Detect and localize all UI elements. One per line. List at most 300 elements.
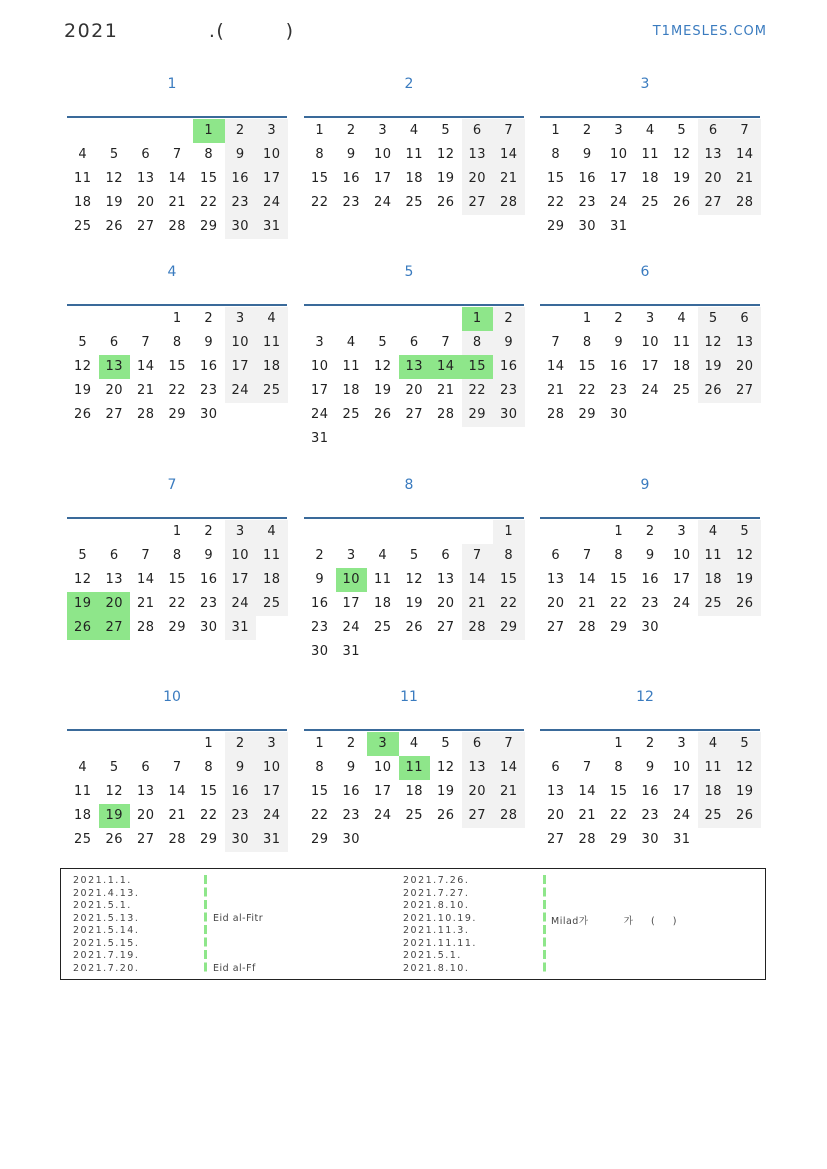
day-cell: 19: [698, 355, 730, 379]
day-cell: 2: [645, 736, 655, 751]
day-cell: 27: [436, 620, 455, 635]
day-cell: 23: [310, 620, 329, 635]
day-cell: 18: [73, 808, 92, 823]
day-cell: 30: [225, 215, 257, 239]
day-cell: 17: [225, 355, 257, 379]
day-cell: 17: [373, 171, 392, 186]
holiday-dates-right: [403, 875, 477, 975]
day-cell: 27: [729, 379, 761, 403]
holiday-marker-bar: [543, 875, 546, 973]
day-cell: 5: [109, 147, 119, 162]
day-cell: 7: [493, 732, 525, 756]
day-cell: 13: [546, 572, 565, 587]
day-cell: 20: [136, 808, 155, 823]
day-cell: 10: [609, 147, 628, 162]
day-cell: 21: [493, 167, 525, 191]
day-cell: 27: [546, 620, 565, 635]
day-cell: 28: [493, 191, 525, 215]
day-cell: 18: [672, 359, 691, 374]
day-cell: 2: [582, 123, 592, 138]
day-cell: 17: [256, 167, 288, 191]
day-cell: 11: [73, 784, 92, 799]
day-cell: 22: [546, 195, 565, 210]
day-cell: 9: [493, 331, 525, 355]
day-cell: 12: [729, 544, 761, 568]
day-cell: 21: [136, 383, 155, 398]
day-cell: 11: [672, 335, 691, 350]
day-cell: 29: [462, 403, 494, 427]
day-cell: 23: [199, 596, 218, 611]
day-cell: 30: [493, 403, 525, 427]
day-cell: 6: [462, 732, 494, 756]
day-cell: 24: [373, 195, 392, 210]
day-cell: 3: [614, 123, 624, 138]
day-cell: 8: [204, 760, 214, 775]
day-cell: 8: [462, 331, 494, 355]
day-cell: 14: [168, 784, 187, 799]
holiday-date: 2021.5.1.: [73, 900, 132, 911]
day-cell: 7: [582, 760, 592, 775]
day-cell: 3: [256, 732, 288, 756]
day-cell: 12: [436, 760, 455, 775]
day-cell: 31: [310, 431, 329, 446]
day-cell: 25: [256, 379, 288, 403]
day-cell: 24: [641, 383, 660, 398]
month-header-rule: [540, 517, 760, 519]
day-cell: 5: [78, 335, 88, 350]
day-cell: 17: [373, 784, 392, 799]
holiday-date: 2021.10.19.: [403, 912, 477, 924]
day-cell: 11: [373, 572, 392, 587]
day-cell: 17: [225, 568, 257, 592]
day-cell: 17: [672, 572, 691, 587]
day-cell: 20: [546, 596, 565, 611]
day-cell: 15: [168, 572, 187, 587]
day-cell: 7: [172, 760, 182, 775]
day-cell: 17: [672, 784, 691, 799]
day-cell: 6: [409, 335, 419, 350]
day-cell: 28: [136, 407, 155, 422]
day-cell: 28: [436, 407, 455, 422]
day-cell: 30: [310, 644, 329, 659]
day-cell: 29: [578, 407, 597, 422]
day-cell: 16: [199, 359, 218, 374]
day-cell: 24: [256, 191, 288, 215]
day-cell: 16: [199, 572, 218, 587]
day-cell: 14: [136, 359, 155, 374]
holiday-date: 2021.7.20.: [73, 962, 140, 974]
day-cell: 8: [493, 544, 525, 568]
day-cell: 1: [551, 123, 561, 138]
day-cell: 28: [578, 832, 597, 847]
day-cell: 30: [342, 832, 361, 847]
day-cell: 2: [204, 524, 214, 539]
day-cell: 20: [546, 808, 565, 823]
day-cell: 24: [310, 407, 329, 422]
day-cell: 19: [373, 383, 392, 398]
day-cell: 5: [409, 548, 419, 563]
holiday-marker-bar: [204, 875, 207, 973]
day-cell: 13: [698, 143, 730, 167]
day-cell: 16: [641, 572, 660, 587]
day-cell: 14: [578, 784, 597, 799]
day-cell: 8: [315, 147, 325, 162]
day-cell: 10: [672, 548, 691, 563]
day-cell-holiday: 14: [430, 355, 462, 379]
day-cell: 3: [677, 524, 687, 539]
day-cell: 3: [378, 123, 388, 138]
day-cell: 5: [441, 736, 451, 751]
day-cell: 13: [462, 756, 494, 780]
day-cell: 29: [199, 219, 218, 234]
day-cell: 16: [342, 171, 361, 186]
holiday-date: 2021.5.15.: [73, 937, 140, 949]
day-cell: 2: [225, 119, 257, 143]
day-cell: 1: [614, 736, 624, 751]
day-cell: 26: [373, 407, 392, 422]
month-header-rule: [67, 304, 287, 306]
day-cell: 31: [672, 832, 691, 847]
day-cell: 4: [409, 123, 419, 138]
day-cell: 11: [698, 544, 730, 568]
day-cell: 3: [315, 335, 325, 350]
day-cell: 30: [641, 832, 660, 847]
day-cell: 7: [141, 548, 151, 563]
day-cell: 17: [609, 171, 628, 186]
brand-link[interactable]: T1MESLES.COM: [652, 24, 767, 39]
month-title: 2: [404, 76, 414, 92]
day-cell-holiday: 1: [193, 119, 225, 143]
day-cell: 22: [199, 195, 218, 210]
day-cell: 21: [493, 780, 525, 804]
day-cell: 12: [698, 331, 730, 355]
day-cell: 4: [78, 760, 88, 775]
day-cell: 28: [462, 616, 494, 640]
day-cell-holiday: 3: [367, 732, 399, 756]
day-cell: 29: [310, 832, 329, 847]
day-cell: 16: [225, 780, 257, 804]
month-title: 8: [404, 477, 414, 493]
day-cell: 17: [310, 383, 329, 398]
holiday-date: 2021.8.10.: [403, 900, 470, 911]
day-cell: 26: [436, 808, 455, 823]
day-cell: 29: [609, 832, 628, 847]
day-cell: 24: [256, 804, 288, 828]
day-cell: 18: [256, 355, 288, 379]
day-cell: 21: [436, 383, 455, 398]
day-cell: 19: [105, 195, 124, 210]
day-cell: 17: [641, 359, 660, 374]
day-cell: 4: [256, 520, 288, 544]
day-cell: 9: [204, 548, 214, 563]
day-cell: 5: [441, 123, 451, 138]
day-cell: 21: [729, 167, 761, 191]
day-cell: 27: [136, 219, 155, 234]
day-cell: 3: [225, 307, 257, 331]
day-cell: 20: [105, 383, 124, 398]
day-cell: 15: [310, 784, 329, 799]
day-cell: 25: [405, 808, 424, 823]
day-cell: 12: [73, 359, 92, 374]
day-cell: 4: [78, 147, 88, 162]
day-cell: 18: [73, 195, 92, 210]
day-cell: 6: [109, 548, 119, 563]
month-header-rule: [67, 729, 287, 731]
month-title: 7: [167, 477, 177, 493]
day-cell: 9: [204, 335, 214, 350]
day-cell: 13: [436, 572, 455, 587]
month-header-rule: [67, 116, 287, 118]
day-cell: 12: [672, 147, 691, 162]
day-cell: 13: [136, 171, 155, 186]
day-cell: 18: [342, 383, 361, 398]
day-cell: 3: [645, 311, 655, 326]
day-cell: 12: [105, 171, 124, 186]
day-cell: 23: [342, 808, 361, 823]
day-cell: 28: [546, 407, 565, 422]
day-cell: 14: [136, 572, 155, 587]
day-cell: 31: [256, 215, 288, 239]
day-cell: 19: [436, 784, 455, 799]
day-cell: 18: [405, 171, 424, 186]
day-cell: 10: [310, 359, 329, 374]
day-cell: 27: [405, 407, 424, 422]
day-cell: 21: [578, 596, 597, 611]
holiday-name: Eid al-Fitr: [213, 912, 264, 924]
day-cell: 24: [609, 195, 628, 210]
day-cell: 5: [729, 520, 761, 544]
day-cell: 10: [373, 760, 392, 775]
day-cell: 8: [614, 760, 624, 775]
day-cell: 17: [342, 596, 361, 611]
day-cell: 1: [582, 311, 592, 326]
day-cell: 10: [373, 147, 392, 162]
day-cell: 27: [136, 832, 155, 847]
month-title: 10: [163, 689, 181, 705]
day-cell: 18: [641, 171, 660, 186]
day-cell: 21: [168, 808, 187, 823]
day-cell: 4: [645, 123, 655, 138]
day-cell: 19: [73, 383, 92, 398]
day-cell: 22: [168, 596, 187, 611]
day-cell: 26: [405, 620, 424, 635]
day-cell: 22: [310, 195, 329, 210]
day-cell: 23: [199, 383, 218, 398]
day-cell: 7: [729, 119, 761, 143]
day-cell: 7: [493, 119, 525, 143]
day-cell: 11: [256, 544, 288, 568]
day-cell: 20: [136, 195, 155, 210]
day-cell: 18: [373, 596, 392, 611]
day-cell: 12: [405, 572, 424, 587]
day-cell: 6: [109, 335, 119, 350]
day-cell-holiday: 26: [67, 616, 99, 640]
day-cell-holiday: 19: [99, 804, 131, 828]
day-cell: 13: [105, 572, 124, 587]
day-cell: 30: [609, 407, 628, 422]
day-cell: 21: [578, 808, 597, 823]
day-cell: 4: [378, 548, 388, 563]
month-title: 11: [400, 689, 418, 705]
page-title: 2021 .( ): [64, 20, 295, 42]
month-title: 12: [636, 689, 654, 705]
day-cell: 16: [310, 596, 329, 611]
day-cell: 16: [578, 171, 597, 186]
day-cell: 20: [698, 167, 730, 191]
day-cell: 16: [641, 784, 660, 799]
month-header-rule: [304, 517, 524, 519]
day-cell: 25: [641, 195, 660, 210]
day-cell: 5: [109, 760, 119, 775]
holiday-date: 2021.7.27.: [403, 887, 470, 899]
day-cell: 27: [546, 832, 565, 847]
day-cell: 1: [315, 736, 325, 751]
day-cell: 20: [436, 596, 455, 611]
day-cell: 4: [346, 335, 356, 350]
day-cell: 11: [405, 147, 424, 162]
day-cell: 24: [225, 592, 257, 616]
day-cell: 20: [405, 383, 424, 398]
day-cell: 8: [172, 548, 182, 563]
day-cell: 29: [546, 219, 565, 234]
day-cell: 21: [462, 592, 494, 616]
day-cell: 21: [136, 596, 155, 611]
month-header-rule: [304, 116, 524, 118]
day-cell: 4: [677, 311, 687, 326]
day-cell: 10: [672, 760, 691, 775]
day-cell: 4: [698, 732, 730, 756]
day-cell-holiday: 15: [462, 355, 494, 379]
holiday-date: 2021.5.14.: [73, 925, 140, 936]
day-cell: 12: [373, 359, 392, 374]
day-cell: 29: [168, 620, 187, 635]
day-cell: 18: [698, 568, 730, 592]
day-cell: 22: [462, 379, 494, 403]
day-cell: 29: [199, 832, 218, 847]
day-cell-holiday: 1: [462, 307, 494, 331]
day-cell: 28: [168, 832, 187, 847]
month-title: 1: [167, 76, 177, 92]
month-title: 3: [640, 76, 650, 92]
day-cell: 1: [493, 520, 525, 544]
day-cell: 17: [256, 780, 288, 804]
holiday-name: Eid al-Ff: [213, 963, 256, 974]
day-cell: 5: [698, 307, 730, 331]
day-cell: 25: [698, 804, 730, 828]
day-cell: 16: [225, 167, 257, 191]
day-cell: 25: [73, 219, 92, 234]
day-cell: 4: [256, 307, 288, 331]
day-cell: 15: [493, 568, 525, 592]
day-cell: 8: [204, 147, 214, 162]
day-cell: 18: [256, 568, 288, 592]
day-cell: 9: [225, 756, 257, 780]
holiday-name: Milad가 가 ( ): [551, 915, 677, 927]
day-cell: 1: [315, 123, 325, 138]
holiday-date: 2021.11.11.: [403, 937, 477, 949]
day-cell-holiday: 10: [336, 568, 368, 592]
day-cell: 12: [105, 784, 124, 799]
day-cell: 27: [462, 804, 494, 828]
month-title: 4: [167, 264, 177, 280]
day-cell: 9: [582, 147, 592, 162]
day-cell: 3: [256, 119, 288, 143]
day-cell-holiday: 20: [99, 592, 131, 616]
day-cell: 7: [441, 335, 451, 350]
day-cell: 15: [546, 171, 565, 186]
day-cell: 16: [493, 355, 525, 379]
day-cell: 19: [729, 780, 761, 804]
day-cell: 23: [225, 804, 257, 828]
day-cell: 4: [698, 520, 730, 544]
day-cell: 1: [204, 736, 214, 751]
day-cell: 25: [405, 195, 424, 210]
month-header-rule: [540, 116, 760, 118]
day-cell: 21: [168, 195, 187, 210]
day-cell: 3: [225, 520, 257, 544]
day-cell: 14: [493, 756, 525, 780]
day-cell: 8: [551, 147, 561, 162]
holiday-date: 2021.7.26.: [403, 875, 470, 886]
day-cell: 3: [677, 736, 687, 751]
day-cell: 6: [441, 548, 451, 563]
day-cell: 31: [609, 219, 628, 234]
day-cell: 9: [645, 548, 655, 563]
day-cell: 5: [78, 548, 88, 563]
day-cell: 25: [342, 407, 361, 422]
month-header-rule: [304, 304, 524, 306]
day-cell: 5: [378, 335, 388, 350]
day-cell: 15: [578, 359, 597, 374]
day-cell: 11: [342, 359, 361, 374]
day-cell: 10: [641, 335, 660, 350]
day-cell: 6: [462, 119, 494, 143]
day-cell: 14: [729, 143, 761, 167]
holiday-date: 2021.1.1.: [73, 875, 132, 886]
day-cell: 9: [315, 572, 325, 587]
day-cell: 29: [609, 620, 628, 635]
day-cell: 23: [225, 191, 257, 215]
day-cell: 14: [578, 572, 597, 587]
day-cell: 26: [672, 195, 691, 210]
day-cell: 14: [462, 568, 494, 592]
day-cell: 23: [609, 383, 628, 398]
month-title: 6: [640, 264, 650, 280]
day-cell: 2: [493, 307, 525, 331]
day-cell: 9: [645, 760, 655, 775]
day-cell: 18: [405, 784, 424, 799]
day-cell: 20: [462, 780, 494, 804]
day-cell: 13: [462, 143, 494, 167]
day-cell: 12: [729, 756, 761, 780]
day-cell: 28: [136, 620, 155, 635]
day-cell: 13: [729, 331, 761, 355]
day-cell: 26: [698, 379, 730, 403]
day-cell: 6: [551, 760, 561, 775]
day-cell: 18: [698, 780, 730, 804]
holiday-date: 2021.4.13.: [73, 887, 140, 899]
day-cell: 1: [172, 524, 182, 539]
day-cell: 7: [551, 335, 561, 350]
day-cell: 6: [551, 548, 561, 563]
day-cell: 6: [141, 760, 151, 775]
day-cell: 30: [199, 620, 218, 635]
day-cell: 26: [729, 804, 761, 828]
day-cell: 31: [342, 644, 361, 659]
day-cell: 28: [493, 804, 525, 828]
day-cell: 2: [346, 736, 356, 751]
month-title: 5: [404, 264, 414, 280]
